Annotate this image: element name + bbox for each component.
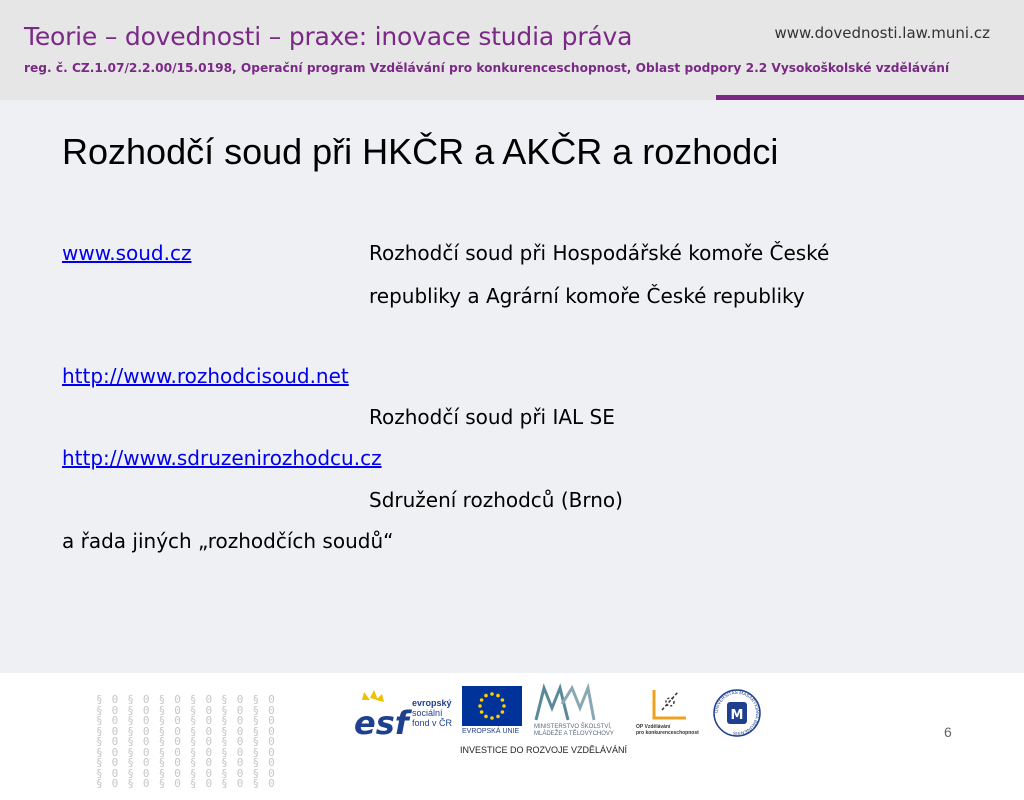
eu-flag-logo: EVROPSKÁ UNIE xyxy=(462,686,522,734)
link-soud[interactable]: www.soud.cz xyxy=(62,241,192,265)
closing-text: a řada jiných „rozhodčích soudů“ xyxy=(62,529,394,553)
muni-seal-logo xyxy=(712,688,762,738)
entry-desc-sdruzeni: Sdružení rozhodců (Brno) xyxy=(369,488,623,512)
slide-title: Rozhodčí soud při HKČR a AKČR a rozhodci xyxy=(62,131,779,172)
link-sdruzenirozhodcu[interactable]: http://www.sdruzenirozhodcu.cz xyxy=(62,446,382,470)
entry-desc-soud-line1: Rozhodčí soud při Hospodářské komoře České xyxy=(369,241,830,265)
investice-text: INVESTICE DO ROZVOJE VZDĚLÁVÁNÍ xyxy=(460,745,628,755)
op-vk-logo: OP Vzdělávání pro konkurenceschopnost xyxy=(648,684,712,740)
link-rozhodcisoud[interactable]: http://www.rozhodcisoud.net xyxy=(62,364,349,388)
eu-flag-icon xyxy=(462,686,522,726)
esf-logo: esf evropský sociální fond v ČR xyxy=(352,688,456,740)
entry-desc-soud-line2: republiky a Agrární komoře České republiky xyxy=(369,284,805,308)
header-subtitle: reg. č. CZ.1.07/2.2.00/15.0198, Operační program Vzdělávání pro konkurenceschopnost, Oblast podpory 2.2 Vysokoškolské vzdělávání xyxy=(24,61,950,75)
muni-seal-icon xyxy=(712,688,762,738)
svg-text:esf: esf xyxy=(354,704,409,742)
slide-number: 6 xyxy=(944,724,952,740)
header-url: www.dovednosti.law.muni.cz xyxy=(774,24,990,42)
op-vk-icon xyxy=(648,684,692,724)
svg-text:UNIVERSITAS MASARYKIANA BRUNEN: UNIVERSITAS MASARYKIANA BRUNENSIS xyxy=(713,689,761,737)
entry-desc-ial: Rozhodčí soud při IAL SE xyxy=(369,405,615,429)
header-title: Teorie – dovednosti – praxe: inovace studia práva xyxy=(24,22,633,51)
msmt-logo: MINISTERSTVO ŠKOLSTVÍ, MLÁDEŽE A TĚLOVÝCHOVY xyxy=(532,684,628,740)
paragraph-pattern: § 0 § 0 § 0 § 0 § 0 § 0 § 0 § 0 § 0 § 0 § 0 § 0 § 0 § 0 § 0 § 0 § 0 § 0 § 0 § 0 § 0 § 0 § 0 § 0 § 0 § 0 § 0 § 0 § 0 § 0 § 0 § 0 § 0 § 0 § 0 § 0 § 0 § 0 § 0 § 0 § 0 § 0 § 0 § 0 § 0 § 0 § 0 § 0 § 0 § 0 § 0 § 0 § 0 § 0 xyxy=(96,693,276,790)
header-band xyxy=(0,0,1024,100)
msmt-mark-icon xyxy=(532,684,596,724)
svg-text:M: M xyxy=(730,708,744,723)
